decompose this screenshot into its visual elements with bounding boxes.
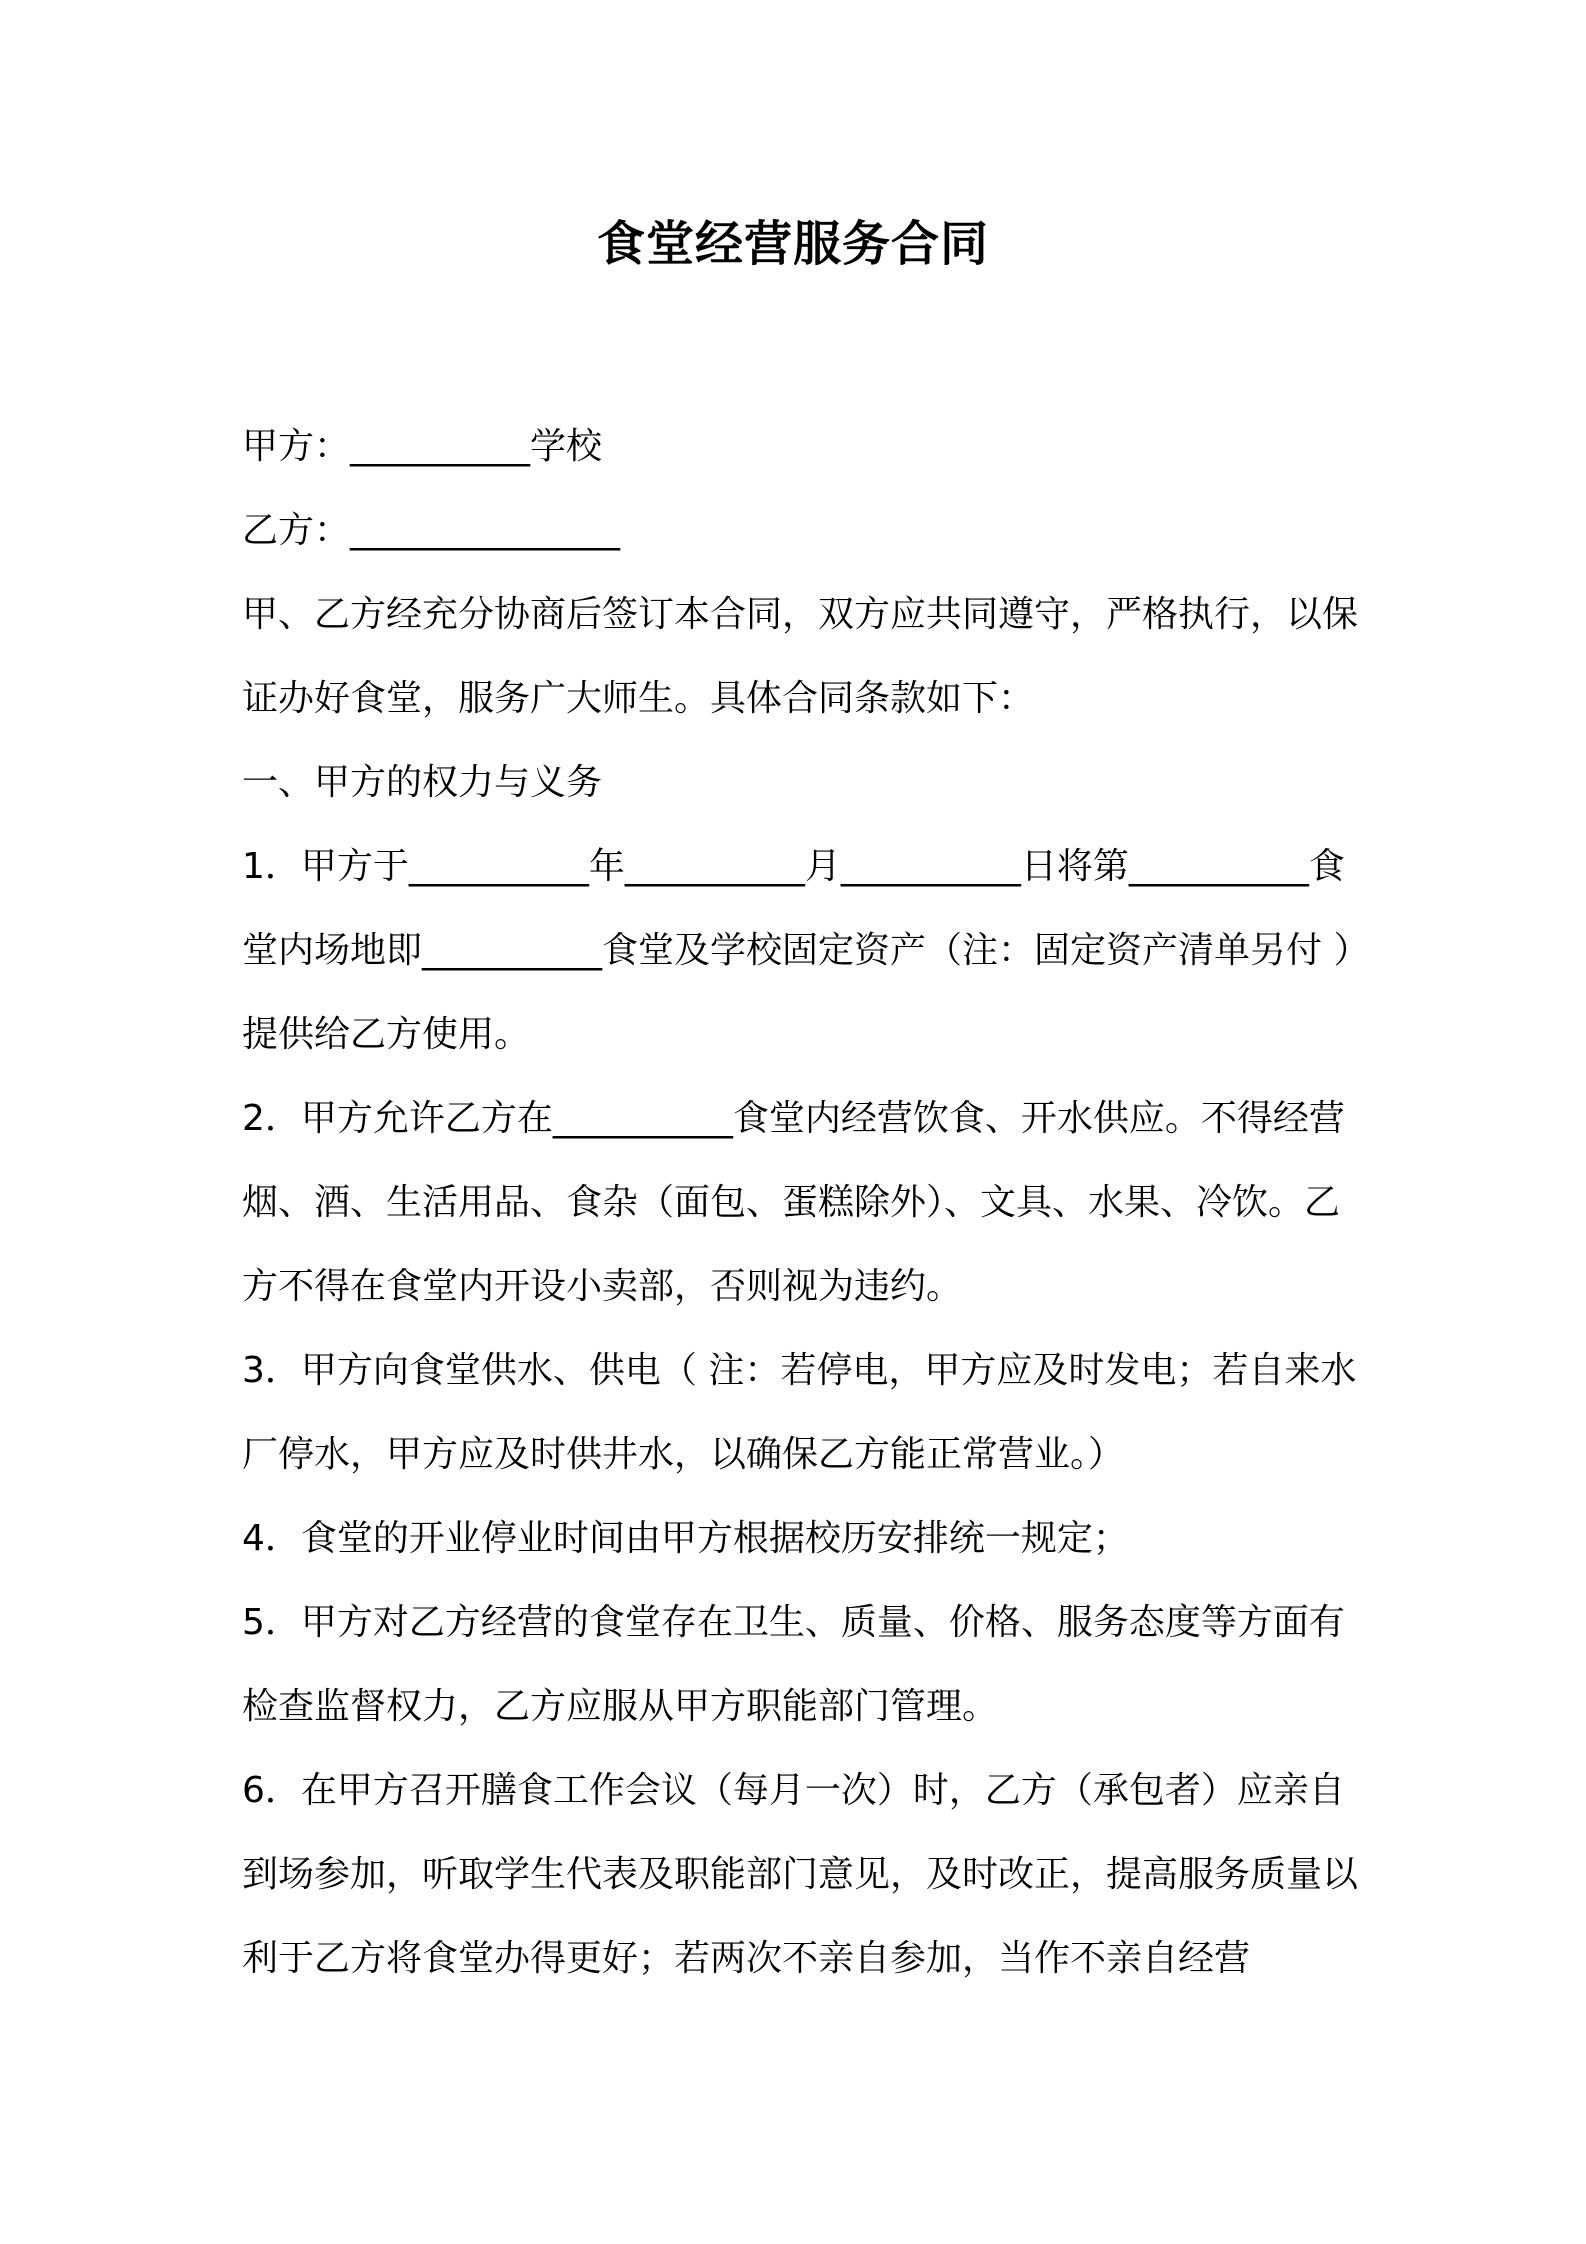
document-body <box>242 405 1362 2001</box>
clause-3: 3．甲方向食堂供水、供电（ 注：若停电，甲方应及时发电；若自来水厂停水，甲方应及时供井水，以确保乙方能正常营业。） <box>242 1350 1357 1475</box>
clause-5: 5．甲方对乙方经营的食堂存在卫生、质量、价格、服务态度等方面有检查监督权力，乙方应服从甲方职能部门管理。 <box>242 1602 1345 1727</box>
party-b-line: 乙方：_______________ <box>242 510 621 551</box>
intro-paragraph: 甲、乙方经充分协商后签订本合同，双方应共同遵守，严格执行，以保证办好食堂，服务广大师生。具体合同条款如下： <box>242 594 1359 719</box>
clause-1: 1．甲方于__________年__________月__________日将第__________食堂内场地即__________食堂及学校固定资产（注：固定资产清单另付 ）提供给乙方使用。 <box>242 846 1352 1055</box>
clause-2: 2．甲方允许乙方在__________食堂内经营饮食、开水供应。不得经营烟、酒、生活用品、食杂（面包、蛋糕除外）、文具、水果、冷饮。乙方不得在食堂内开设小卖部，否则视为违约。 <box>242 1098 1345 1307</box>
document-title: 食堂经营服务合同 <box>596 216 989 272</box>
party-a-line: 甲方：__________学校 <box>242 426 603 467</box>
clause-6: 6．在甲方召开膳食工作会议（每月一次）时，乙方（承包者）应亲自到场参加，听取学生代表及职能部门意见，及时改正，提高服务质量以利于乙方将食堂办得更好；若两次不亲自参加，当作不亲自经营 <box>242 1770 1359 1979</box>
section-heading: 一、甲方的权力与义务 <box>242 762 603 803</box>
clause-4: 4．食堂的开业停业时间由甲方根据校历安排统一规定； <box>242 1518 1129 1559</box>
